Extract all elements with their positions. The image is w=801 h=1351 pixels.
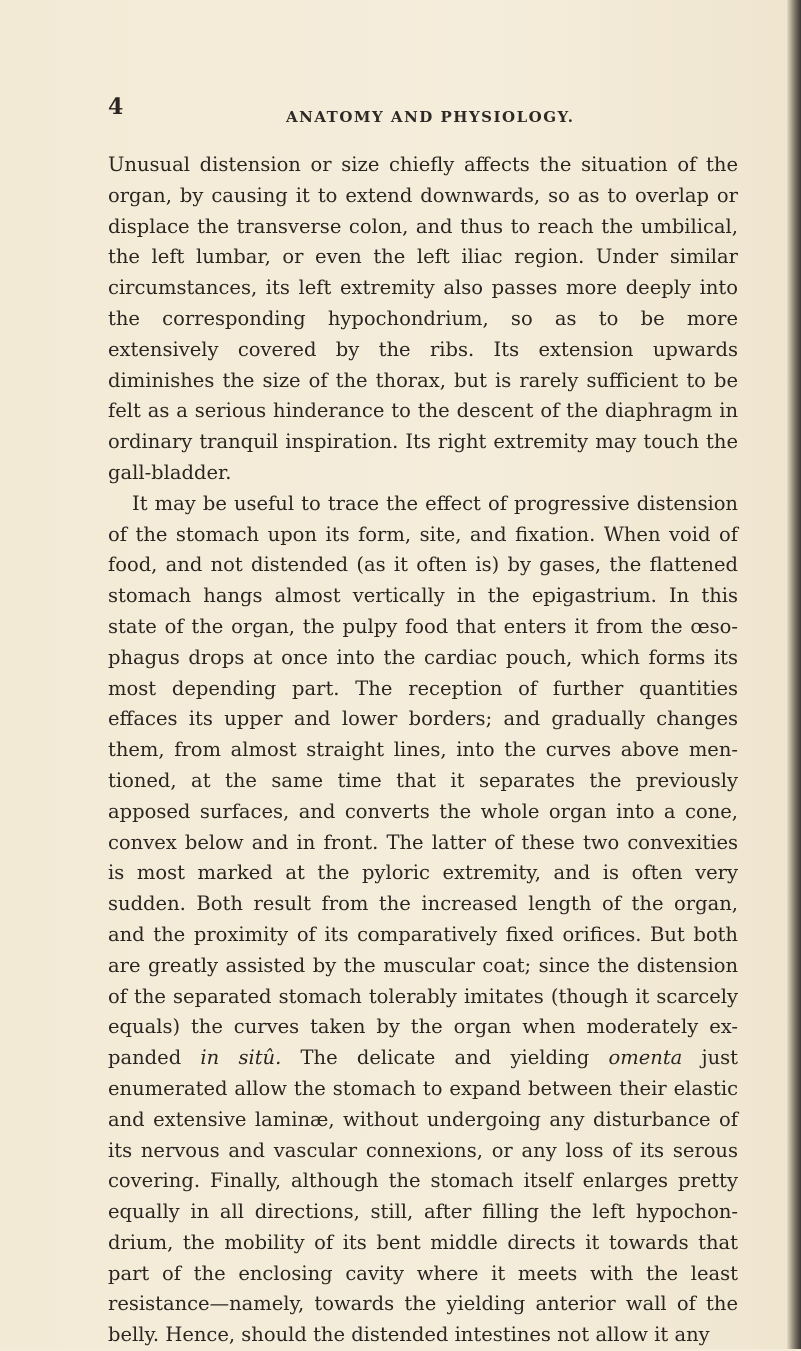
- paragraph-2: [108, 489, 738, 1351]
- page-edge-shadow: [787, 0, 801, 1349]
- paragraph-2-text-c: just enumerated allow the stomach to expand between their elastic and extensive laminæ, without undergoing any disturbance of its nervous and vascular connexions, or any loss of its serous covering. Finally, although the stomach itself enlarges pretty equally in all directions, still, after filling the left hypochon-drium, the mobility of its bent middle directs it towards that part of the enclosing cavity where it meets with the least resistance—namely, towards the yielding anterior wall of the belly. Hence, should the distended intestines not allow it any: [108, 1046, 738, 1347]
- running-title: ANATOMY AND PHYSIOLOGY.: [286, 108, 575, 126]
- paragraph-2-text-a: It may be useful to trace the effect of progressive distension of the stomach upon its form, site, and fixation. When void of food, and not distended (as it often is) by gases, the flattened stomach hangs almost vertically in the epigastrium. In this state of the organ, the pulpy food that enters it from the œso-phagus drops at once into the cardiac pouch, which forms its most depending part. The reception of further quantities effaces its upper and lower borders; and gradually changes them, from almost straight lines, into the curves above men-tioned, at the same time that it separates the previously apposed surfaces, and converts the whole organ into a cone, convex below and in front. The latter of these two convexities is most marked at the pyloric extremity, and is often very sudden. Both result from the increased length of the organ, and the proximity of its comparatively fixed orifices. But both are greatly assisted by the muscular coat; since the distension of the separated stomach tolerably imitates (though it scarcely equals) the curves taken by the organ when moderately ex-panded: [108, 491, 738, 1070]
- italic-omenta: omenta: [608, 1046, 683, 1070]
- italic-in-situ: in sitû.: [200, 1046, 282, 1070]
- page-header: [108, 94, 748, 136]
- paragraph-1-text: Unusual distension or size chiefly affects the situation of the organ, by causing it to extend downwards, so as to overlap or displace the transverse colon, and thus to reach the umbilical, the left lumbar, or even the left iliac region. Under similar circumstances, its left extremity also passes more deeply into the corresponding hypochondrium, so as to be more extensively covered by the ribs. Its extension upwards diminishes the size of the thorax, but is rarely sufficient to be felt as a serious hinderance to the descent of the diaphragm in ordinary tranquil inspiration. Its right extremity may touch the gall-bladder.: [108, 153, 738, 484]
- page-number: 4: [108, 94, 124, 120]
- paragraph-2-text-b: The delicate and yielding: [281, 1046, 609, 1070]
- body-text: [108, 150, 738, 1351]
- paragraph-1: [108, 150, 738, 489]
